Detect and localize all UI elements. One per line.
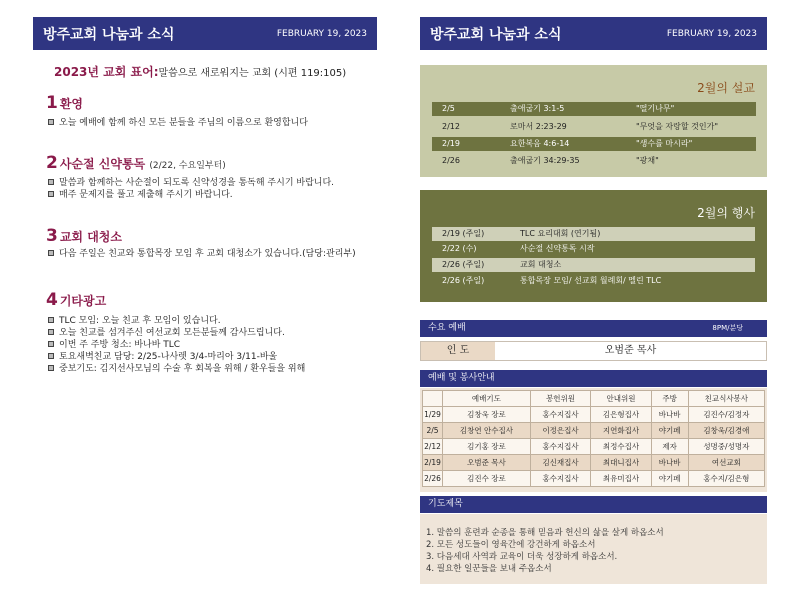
event-row — [432, 274, 755, 288]
bullet-square-icon — [48, 179, 54, 185]
table-row — [423, 471, 765, 487]
prayer-item: 1. 말씀의 훈련과 순종을 통해 믿음과 헌신의 삶을 살게 하옵소서 — [426, 528, 664, 538]
motto-text: 말씀으로 새로워지는 교회 (시편 119:105) — [158, 68, 347, 79]
bullet-item: 오늘 친교를 섬겨주신 여선교회 모든분들께 감사드립니다. — [48, 327, 285, 339]
sermon-box-title: 2월의 설교 — [697, 81, 755, 95]
event-row — [432, 242, 755, 256]
section-cleaning-title — [46, 226, 122, 246]
section-welcome-title — [46, 93, 83, 113]
section-reading-title — [46, 153, 226, 173]
bullet-square-icon — [48, 353, 54, 359]
bullet-square-icon — [48, 119, 54, 125]
table-cell: 김진수/김정자 — [688, 407, 764, 423]
leader-name: 오범준 목사 — [604, 345, 657, 356]
church-motto — [54, 63, 346, 80]
sermon-title: "생수를 마시라" — [636, 139, 693, 148]
sermon-title: "무엇을 자랑할 것인가" — [636, 122, 718, 131]
leader-role: 인 도 — [421, 342, 495, 360]
section-title-text: 사순절 신약통독 — [59, 157, 146, 171]
event-row — [432, 258, 755, 272]
table-cell: 김기홍 장로 — [443, 439, 531, 455]
sermon-title: "떨기나무" — [636, 104, 675, 113]
sermon-title: "광채" — [636, 156, 659, 165]
table-header-cell: 주방 — [651, 391, 688, 407]
bullet-square-icon — [48, 250, 54, 256]
event-date: 2/22 (수) — [442, 244, 477, 253]
table-cell: 여선교회 — [688, 455, 764, 471]
sermon-verse: 출애굽기 34:29-35 — [510, 156, 580, 165]
table-cell: 김창연 안수집사 — [443, 423, 531, 439]
table-cell: 홍수지/김은형 — [688, 471, 764, 487]
section-notices-title — [46, 290, 106, 310]
table-cell: 지연화집사 — [591, 423, 651, 439]
motto-label: 2023년 교회 표어: — [54, 65, 159, 79]
prayer-item: 4. 필요한 일꾼들을 보내 주옵소서 — [426, 564, 552, 574]
table-header-cell: 예배기도 — [443, 391, 531, 407]
bullet-square-icon — [48, 329, 54, 335]
bullet-square-icon — [48, 365, 54, 371]
table-cell: 성명중/성명자 — [688, 439, 764, 455]
event-date: 2/26 (주일) — [442, 260, 485, 269]
sermon-verse: 출애굽기 3:1-5 — [510, 104, 565, 113]
sermon-date: 2/5 — [442, 104, 455, 113]
event-text: 사순절 신약통독 시작 — [520, 244, 595, 253]
wednesday-label: 수요 예배 — [428, 323, 466, 333]
left-page-header — [33, 17, 377, 50]
table-cell: 2/19 — [423, 455, 443, 471]
table-cell: 야기페 — [651, 423, 688, 439]
table-header-cell — [423, 391, 443, 407]
sermon-verse: 로마서 2:23-29 — [510, 122, 567, 131]
sermon-row — [432, 120, 756, 134]
table-cell: 2/12 — [423, 439, 443, 455]
section-title-text: 교회 대청소 — [59, 230, 122, 244]
prayer-section-bar — [420, 496, 767, 513]
prayer-label: 기도제목 — [428, 499, 463, 509]
table-cell: 김창욱 장로 — [443, 407, 531, 423]
table-cell: 홍수지집사 — [530, 439, 590, 455]
table-cell: 김신재집사 — [530, 455, 590, 471]
sermon-schedule-box — [420, 65, 767, 177]
bullet-item: 토요새벽친교 담당: 2/25-나사렛 3/4-마리아 3/11-바울 — [48, 351, 277, 363]
table-cell: 바나바 — [651, 455, 688, 471]
bullet-item: 매주 문제지를 풀고 제출해 주시기 바랍니다. — [48, 189, 233, 201]
sermon-row — [432, 137, 756, 151]
table-row — [423, 455, 765, 471]
bullet-square-icon — [48, 317, 54, 323]
section-title-text: 기타광고 — [59, 294, 107, 308]
right-header-date: FEBRUARY 19, 2023 — [666, 28, 757, 39]
table-header-cell: 친교식사봉사 — [688, 391, 764, 407]
event-text: 교회 대청소 — [520, 260, 562, 269]
sermon-date: 2/12 — [442, 122, 460, 131]
prayer-list — [420, 514, 767, 584]
section-number: 1 — [46, 93, 58, 113]
bullet-item: 중보기도: 김지선사모님의 수술 후 회복을 위해 / 환우들을 위해 — [48, 363, 305, 375]
sermon-row — [432, 154, 756, 168]
bullet-item: TLC 모임: 오늘 친교 후 모임이 있습니다. — [48, 315, 221, 327]
left-header-title: 방주교회 나눔과 소식 — [43, 26, 175, 43]
table-header-cell: 안내위원 — [591, 391, 651, 407]
prayer-item: 2. 모든 성도들이 영육간에 강건하게 하옵소서 — [426, 540, 596, 550]
events-schedule-box — [420, 190, 767, 302]
table-row — [423, 423, 765, 439]
table-cell: 2/26 — [423, 471, 443, 487]
right-page-header — [420, 17, 767, 50]
duty-table — [420, 388, 767, 492]
bullet-item: 오늘 예배에 함께 하신 모든 분들을 주님의 이름으로 환영합니다 — [48, 117, 308, 129]
sermon-date: 2/19 — [442, 139, 460, 148]
wednesday-service-bar — [420, 320, 767, 337]
event-text: TLC 요리대회 (연기됨) — [520, 229, 601, 238]
table-cell: 김창욱/김경애 — [688, 423, 764, 439]
wednesday-time: 8PM/분당 — [712, 324, 743, 332]
left-header-date: FEBRUARY 19, 2023 — [276, 28, 367, 39]
bullet-square-icon — [48, 341, 54, 347]
wednesday-leader-row — [420, 341, 767, 361]
section-title-text: 환영 — [59, 97, 84, 111]
table-cell: 김진수 장로 — [443, 471, 531, 487]
section-number: 4 — [46, 290, 58, 310]
bullet-square-icon — [48, 191, 54, 197]
sermon-row — [432, 102, 756, 116]
sermon-date: 2/26 — [442, 156, 460, 165]
table-cell: 바나바 — [651, 407, 688, 423]
prayer-item: 3. 다음세대 사역과 교육이 더욱 성장하게 하옵소서. — [426, 552, 618, 562]
table-cell: 이정은집사 — [530, 423, 590, 439]
right-header-title: 방주교회 나눔과 소식 — [430, 26, 562, 43]
events-box-title: 2월의 행사 — [697, 206, 755, 220]
table-cell: 2/5 — [423, 423, 443, 439]
table-header-row — [423, 391, 765, 407]
table-row — [423, 407, 765, 423]
bullet-item: 이번 주 주방 청소: 바나바 TLC — [48, 339, 180, 351]
event-row — [432, 227, 755, 241]
table-cell: 최대니집사 — [591, 455, 651, 471]
table-cell: 1/29 — [423, 407, 443, 423]
table-cell: 최정수집사 — [591, 439, 651, 455]
table-cell: 야기페 — [651, 471, 688, 487]
table-cell: 김은형집사 — [591, 407, 651, 423]
table-header-cell: 봉헌위원 — [530, 391, 590, 407]
table-cell: 제자 — [651, 439, 688, 455]
bullet-item: 말씀과 함께하는 사순절이 되도록 신약성경을 통독해 주시기 바랍니다. — [48, 177, 334, 189]
bullet-item: 다음 주일은 친교와 통합목장 모임 후 교회 대청소가 있습니다.(담당:관리부) — [48, 248, 356, 260]
table-cell: 홍수지집사 — [530, 471, 590, 487]
table-cell: 오범준 목사 — [443, 455, 531, 471]
section-subtitle: (2/22, 수요일부터) — [149, 161, 226, 171]
sermon-verse: 요한복음 4:6-14 — [510, 139, 570, 148]
section-number: 3 — [46, 226, 58, 246]
table-cell: 최유미집사 — [591, 471, 651, 487]
duty-label: 예배 및 봉사안내 — [428, 373, 495, 383]
duty-section-bar — [420, 370, 767, 387]
event-date: 2/19 (주일) — [442, 229, 485, 238]
table-cell: 홍수지집사 — [530, 407, 590, 423]
table-row — [423, 439, 765, 455]
event-date: 2/26 (주일) — [442, 276, 485, 285]
event-text: 통합목장 모임/ 선교회 월례회/ 멜린 TLC — [520, 276, 662, 285]
section-number: 2 — [46, 153, 58, 173]
